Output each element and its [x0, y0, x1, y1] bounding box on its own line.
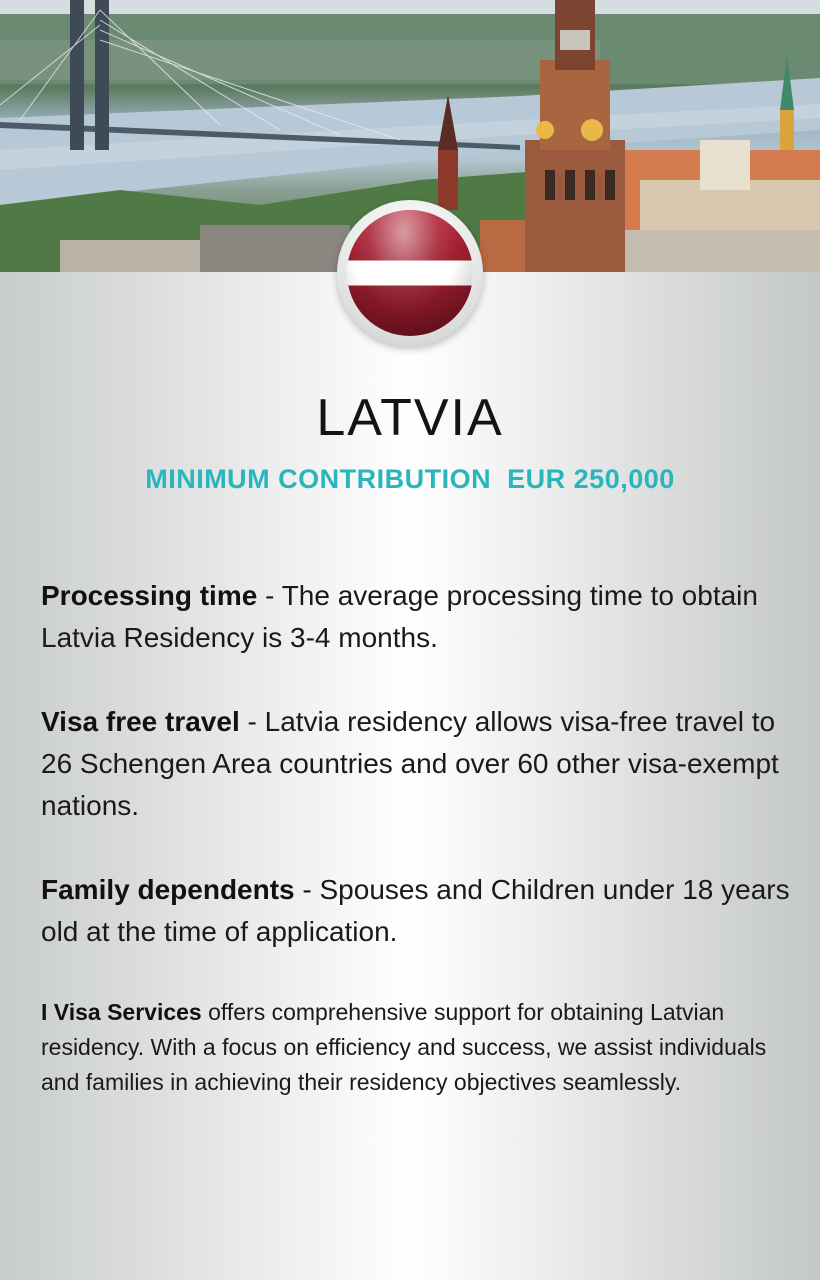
feature-text: - Spouses and Children under 18 years old at the time of application. [41, 874, 790, 947]
feature-text: - The average processing time to obtain Latvia Residency is 3-4 months. [41, 580, 758, 653]
flag-ball [347, 210, 473, 336]
feature-heading: Family dependents [41, 874, 295, 905]
feature-text: - Latvia residency allows visa-free travel to 26 Schengen Area countries and over 60 other visa-exempt nations. [41, 706, 779, 821]
country-title: LATVIA [316, 389, 504, 447]
about-text: offers comprehensive support for obtaining Latvian residency. With a focus on efficiency and success, we assist individuals and families in achieving their residency objectives seamlessly. [41, 999, 767, 1095]
feature-heading: Processing time [41, 580, 258, 611]
company-name: I Visa Services [41, 999, 202, 1025]
feature-family-dependents [41, 869, 791, 953]
latvia-flag-icon [337, 200, 483, 346]
about-company [41, 995, 791, 1100]
feature-processing-time [41, 575, 791, 659]
feature-heading: Visa free travel [41, 706, 240, 737]
minimum-contribution: MINIMUM CONTRIBUTION EUR 250,000 [145, 464, 675, 494]
feature-visa-free-travel [41, 701, 791, 827]
